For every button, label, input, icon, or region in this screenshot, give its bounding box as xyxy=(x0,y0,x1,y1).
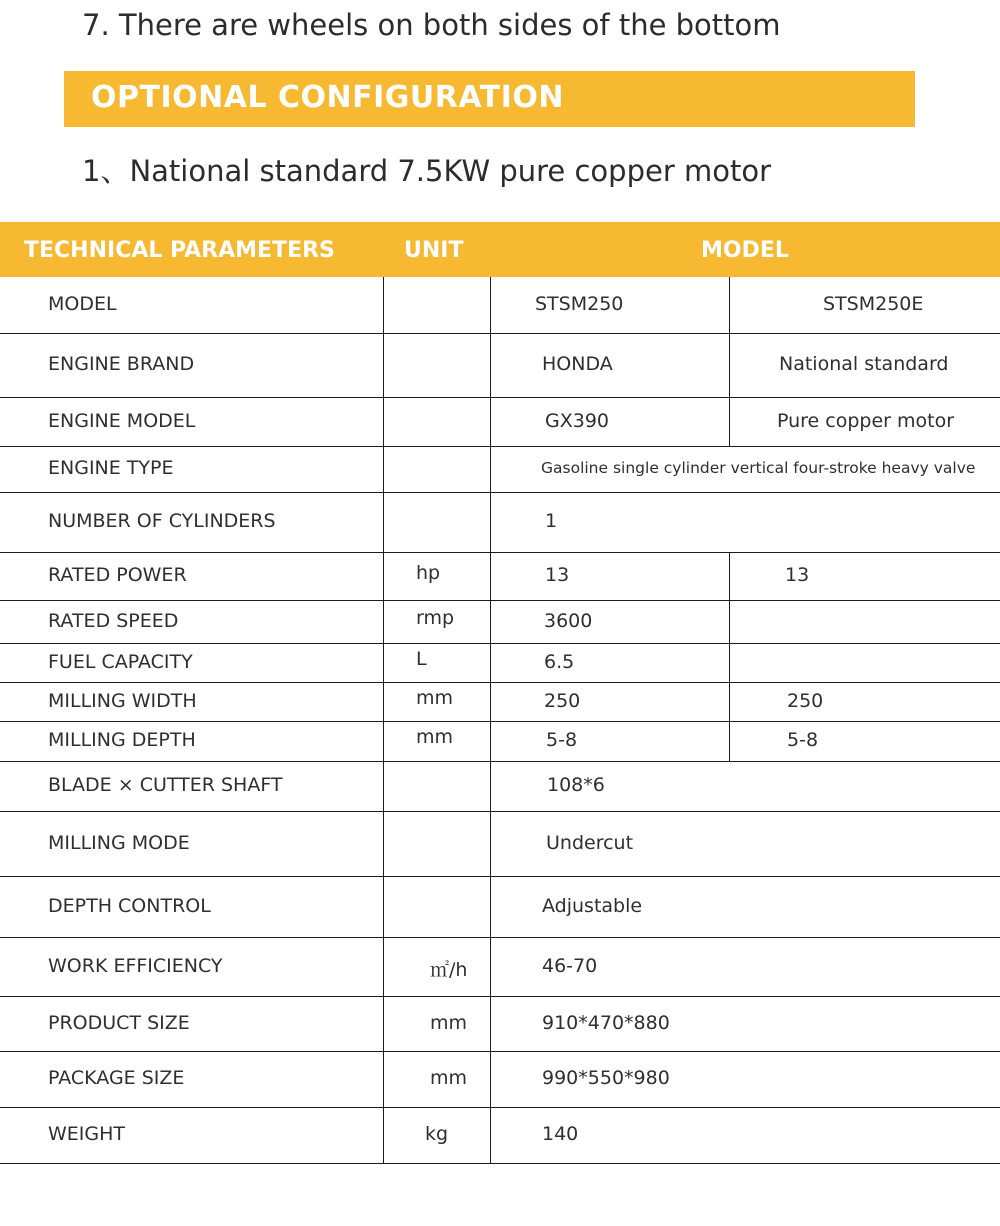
model-a-cell: 250 xyxy=(544,689,581,712)
column-divider xyxy=(383,277,384,1163)
unit-cell: rmp xyxy=(416,606,455,629)
header-unit: UNIT xyxy=(404,238,464,263)
optional-configuration-banner xyxy=(64,71,915,127)
model-a-cell: 46-70 xyxy=(542,954,598,977)
unit-cell: mm xyxy=(416,726,454,748)
param-cell: MILLING WIDTH xyxy=(48,689,197,712)
row-divider xyxy=(0,811,1000,812)
row-divider xyxy=(0,1163,1000,1164)
model-b-cell: National standard xyxy=(779,353,949,375)
param-cell: FUEL CAPACITY xyxy=(48,650,193,673)
row-divider xyxy=(0,446,1000,447)
param-cell: PRODUCT SIZE xyxy=(48,1011,190,1034)
param-cell: PACKAGE SIZE xyxy=(48,1067,185,1089)
model-a-cell: 1 xyxy=(545,510,558,532)
table-header xyxy=(0,222,1000,277)
param-cell: WORK EFFICIENCY xyxy=(48,954,223,977)
model-a-cell: HONDA xyxy=(542,353,613,375)
param-cell: WEIGHT xyxy=(48,1123,126,1145)
row-divider xyxy=(0,876,1000,877)
header-parameters: TECHNICAL PARAMETERS xyxy=(24,238,335,263)
row-divider xyxy=(0,397,1000,398)
model-column-divider xyxy=(729,397,730,446)
row-divider xyxy=(0,721,1000,722)
spec-table xyxy=(0,277,1000,1164)
header-model: MODEL xyxy=(701,238,789,263)
param-cell: MODEL xyxy=(48,293,117,315)
model-column-divider xyxy=(729,643,730,682)
configuration-item: 1、National standard 7.5KW pure copper motor xyxy=(82,154,772,188)
model-b-cell: STSM250E xyxy=(823,293,924,315)
model-a-cell: Undercut xyxy=(546,831,634,854)
unit-cell: mm xyxy=(430,1011,468,1034)
model-column-divider xyxy=(729,682,730,721)
param-cell: MILLING MODE xyxy=(48,831,190,854)
model-a-cell: 5-8 xyxy=(546,729,578,751)
row-divider xyxy=(0,333,1000,334)
row-divider xyxy=(0,996,1000,997)
row-divider xyxy=(0,552,1000,553)
model-a-cell: 108*6 xyxy=(547,774,605,796)
unit-cell: mm xyxy=(416,686,454,709)
row-divider xyxy=(0,492,1000,493)
model-b-cell: Pure copper motor xyxy=(777,409,955,432)
model-a-cell: 140 xyxy=(542,1123,579,1145)
param-cell: RATED POWER xyxy=(48,564,187,586)
model-a-cell: STSM250 xyxy=(535,293,624,315)
model-column-divider xyxy=(729,333,730,397)
param-cell: ENGINE MODEL xyxy=(48,409,196,432)
row-divider xyxy=(0,1051,1000,1052)
unit-cell: L xyxy=(416,647,427,670)
unit-cell: ㎡/h xyxy=(430,958,468,981)
model-a-cell: 13 xyxy=(545,564,570,586)
row-divider xyxy=(0,761,1000,762)
model-a-cell: 6.5 xyxy=(544,650,575,673)
model-column-divider xyxy=(729,600,730,643)
model-b-cell: 5-8 xyxy=(787,729,819,751)
unit-cell: mm xyxy=(430,1067,468,1089)
row-divider xyxy=(0,937,1000,938)
column-divider xyxy=(490,277,491,1163)
model-column-divider xyxy=(729,721,730,761)
param-cell: DEPTH CONTROL xyxy=(48,894,211,917)
row-divider xyxy=(0,600,1000,601)
model-column-divider xyxy=(729,552,730,600)
param-cell: RATED SPEED xyxy=(48,609,179,632)
model-column-divider xyxy=(729,277,730,333)
section-title: OPTIONAL CONFIGURATION xyxy=(91,80,564,115)
row-divider xyxy=(0,643,1000,644)
row-divider xyxy=(0,682,1000,683)
unit-cell: hp xyxy=(416,562,441,584)
param-cell: ENGINE BRAND xyxy=(48,353,195,375)
param-cell: BLADE × CUTTER SHAFT xyxy=(48,774,283,796)
unit-cell: kg xyxy=(425,1123,449,1145)
model-a-cell: Adjustable xyxy=(542,894,643,917)
param-cell: NUMBER OF CYLINDERS xyxy=(48,510,276,532)
model-a-cell: 3600 xyxy=(544,609,593,632)
param-cell: MILLING DEPTH xyxy=(48,729,196,751)
model-a-cell: 990*550*980 xyxy=(542,1067,670,1089)
model-a-cell: GX390 xyxy=(545,409,610,432)
model-a-cell: Gasoline single cylinder vertical four-stroke heavy valve xyxy=(541,459,976,477)
model-b-cell: 13 xyxy=(785,564,810,586)
intro-feature-line: 7. There are wheels on both sides of the bottom xyxy=(82,8,781,42)
param-cell: ENGINE TYPE xyxy=(48,457,174,479)
row-divider xyxy=(0,1107,1000,1108)
model-b-cell: 250 xyxy=(787,689,824,712)
model-a-cell: 910*470*880 xyxy=(542,1011,670,1034)
